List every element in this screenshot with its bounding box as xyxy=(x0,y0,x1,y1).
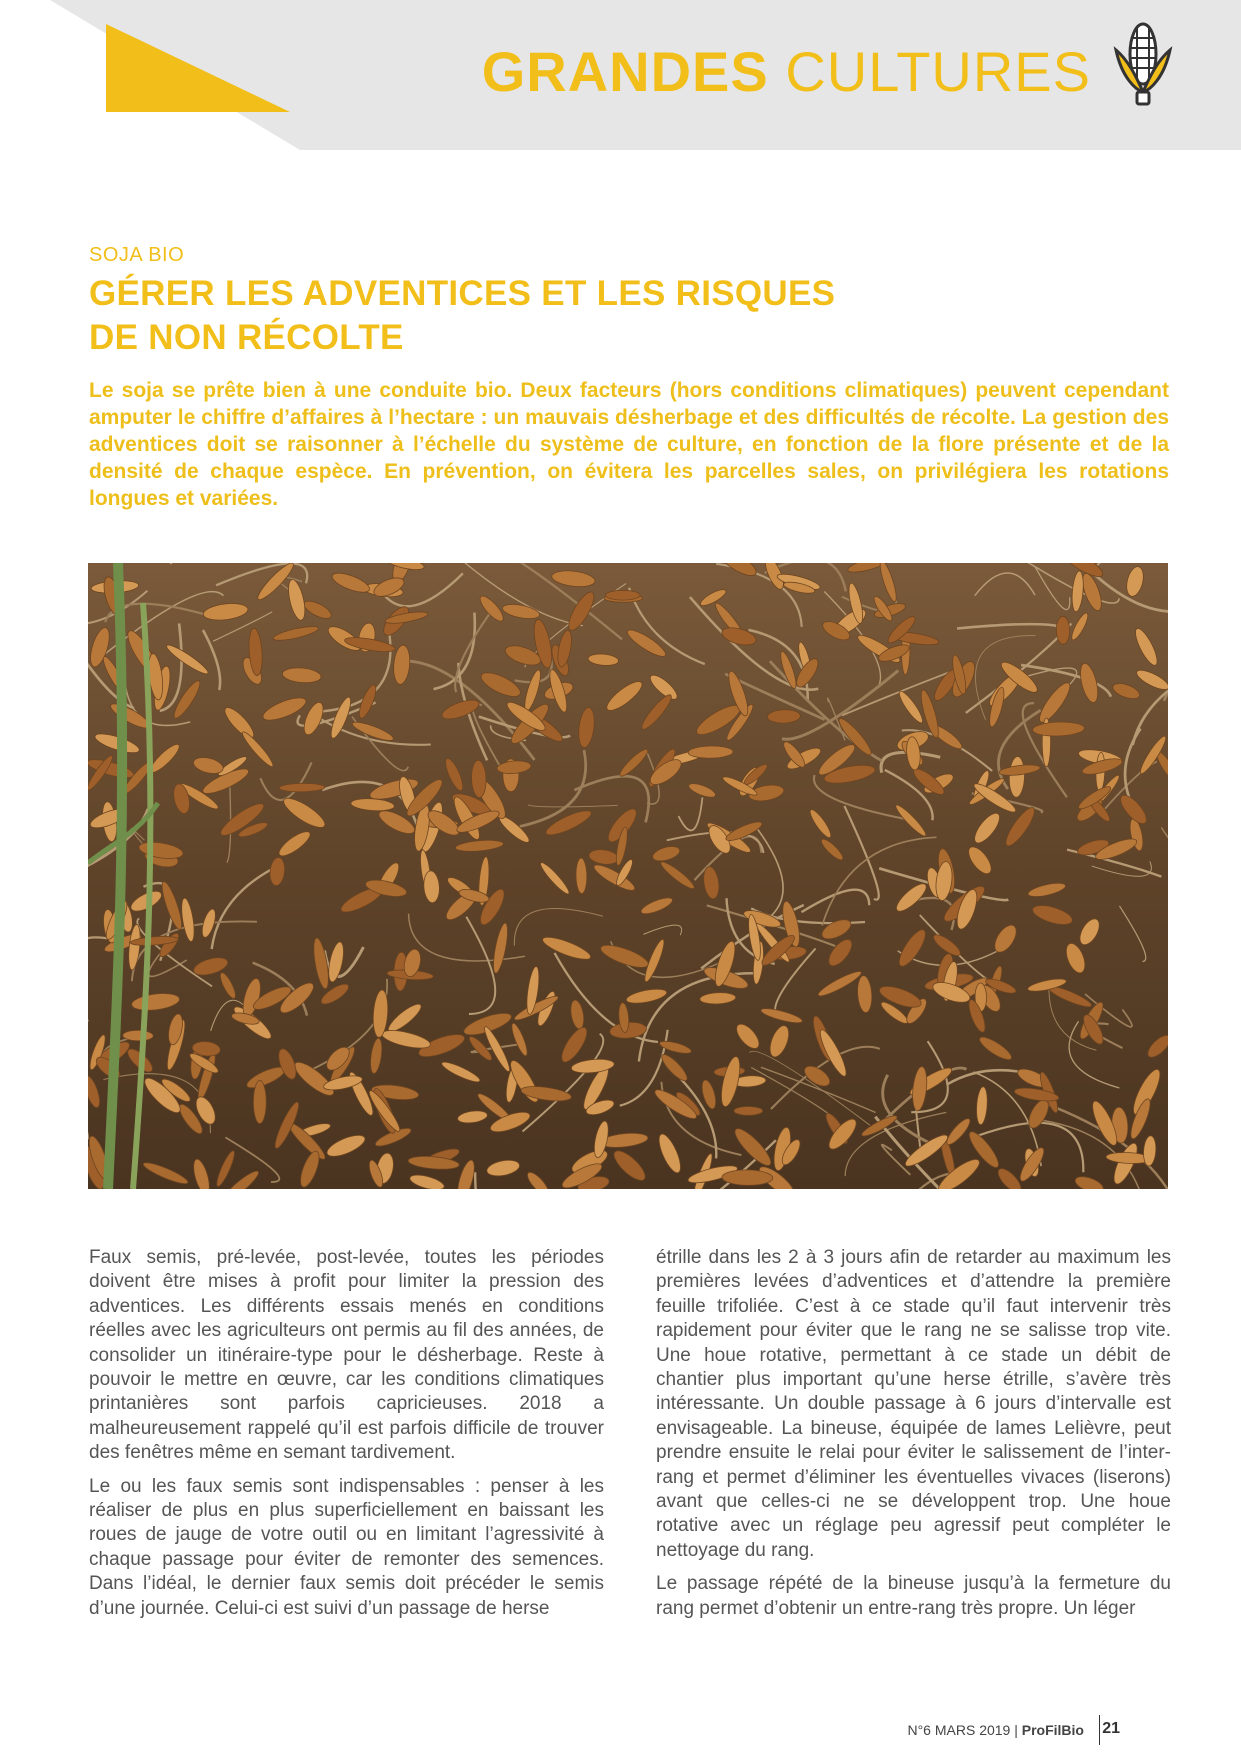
article-title-line2: DE NON RÉCOLTE xyxy=(89,318,404,357)
page-footer xyxy=(907,1720,1180,1750)
corn-icon xyxy=(1112,16,1174,108)
footer-divider xyxy=(1099,1715,1100,1745)
section-title-bold: GRANDES xyxy=(481,40,769,103)
soybean-pod xyxy=(734,1107,763,1116)
soybean-pod xyxy=(1056,616,1070,644)
body-column-left xyxy=(89,1246,604,1630)
section-title-light: CULTURES xyxy=(785,40,1091,103)
body-paragraph: Faux semis, pré-levée, post-levée, toutes les périodes doivent être mises à profit pour limiter la pression des adventices. Les différents essais menés en conditions réelles avec les agriculteurs ont permis au fil des années, de consolider un itinéraire-type pour le désherbage. Reste à pouvoir le mettre en œuvre, car les conditions climatiques printanières sont parfois capricieuses. 2018 a malheureusement rappelé qu’il est parfois difficile de trouver des fenêtres même en semant tardivement. xyxy=(89,1247,604,1464)
footer-magazine: ProFilBio xyxy=(1021,1722,1084,1738)
footer-separator: | xyxy=(1014,1722,1022,1738)
footer-issue: N°6 MARS 2019 xyxy=(907,1722,1011,1738)
body-column-right xyxy=(656,1246,1171,1630)
soybean-pod xyxy=(123,1030,154,1041)
body-paragraph: étrille dans les 2 à 3 jours afin de retarder au maximum les premières levées d’adventices et d’attendre la première feuille trifoliée. C’est à ce stade qu’il faut intervenir très rapidement pour éviter que le rang ne se salisse trop vite. Une houe rotative, permettant à ce stade un débit de chantier plus important qu’une herse étrille, s’avère très intéressante. Un double passage à 6 jours d’intervalle est envisageable. La bineuse, équipée de lames Lelièvre, peut prendre ensuite le relai pour éviter le salissement de l’inter-rang et permet d’éliminer les éventuelles vivaces (liserons) avant que celles-ci ne se développent trop. Une houe rotative avec un réglage peu agressif peut compléter le nettoyage du rang. xyxy=(656,1247,1171,1561)
soybean-pod xyxy=(606,590,641,600)
page-number: 21 xyxy=(1102,1720,1120,1737)
body-paragraph: Le ou les faux semis sont indispensables : penser à les réaliser de plus en plus superficiellement en baissant les roues de jauge de votre outil ou en limitant l’agressivité à chaque passage pour éviter de remonter des semences. Dans l’idéal, le dernier faux semis doit précéder le semis d’une journée. Celui-ci est suivi d’un passage de herse xyxy=(89,1475,604,1619)
body-paragraph: Le passage répété de la bineuse jusqu’à la fermeture du rang permet d’obtenir un entre-rang très propre. Un léger xyxy=(656,1573,1171,1619)
footer-issue-info xyxy=(907,1722,1084,1738)
article-title-line1: GÉRER LES ADVENTICES ET LES RISQUES xyxy=(89,274,836,313)
article-title xyxy=(89,272,989,360)
soybean-field-photo xyxy=(88,563,1168,1189)
soybean-pod xyxy=(576,858,587,894)
article-lead: Le soja se prête bien à une conduite bio. Deux facteurs (hors conditions climatiques) peuvent cependant amputer le chiffre d’affaires à l’hectare : un mauvais désherbage et des difficultés de récolte. La gestion des adventices doit se raisonner à l’échelle du système de culture, en fonction de la flore présente et de la densité de chaque espèce. En prévention, on évitera les parcelles sales, on privilégiera les rotations longues et variées. xyxy=(89,379,1169,510)
soybean-pod xyxy=(253,1080,266,1123)
article-kicker: SOJA BIO xyxy=(89,244,185,266)
section-title xyxy=(482,40,1091,104)
